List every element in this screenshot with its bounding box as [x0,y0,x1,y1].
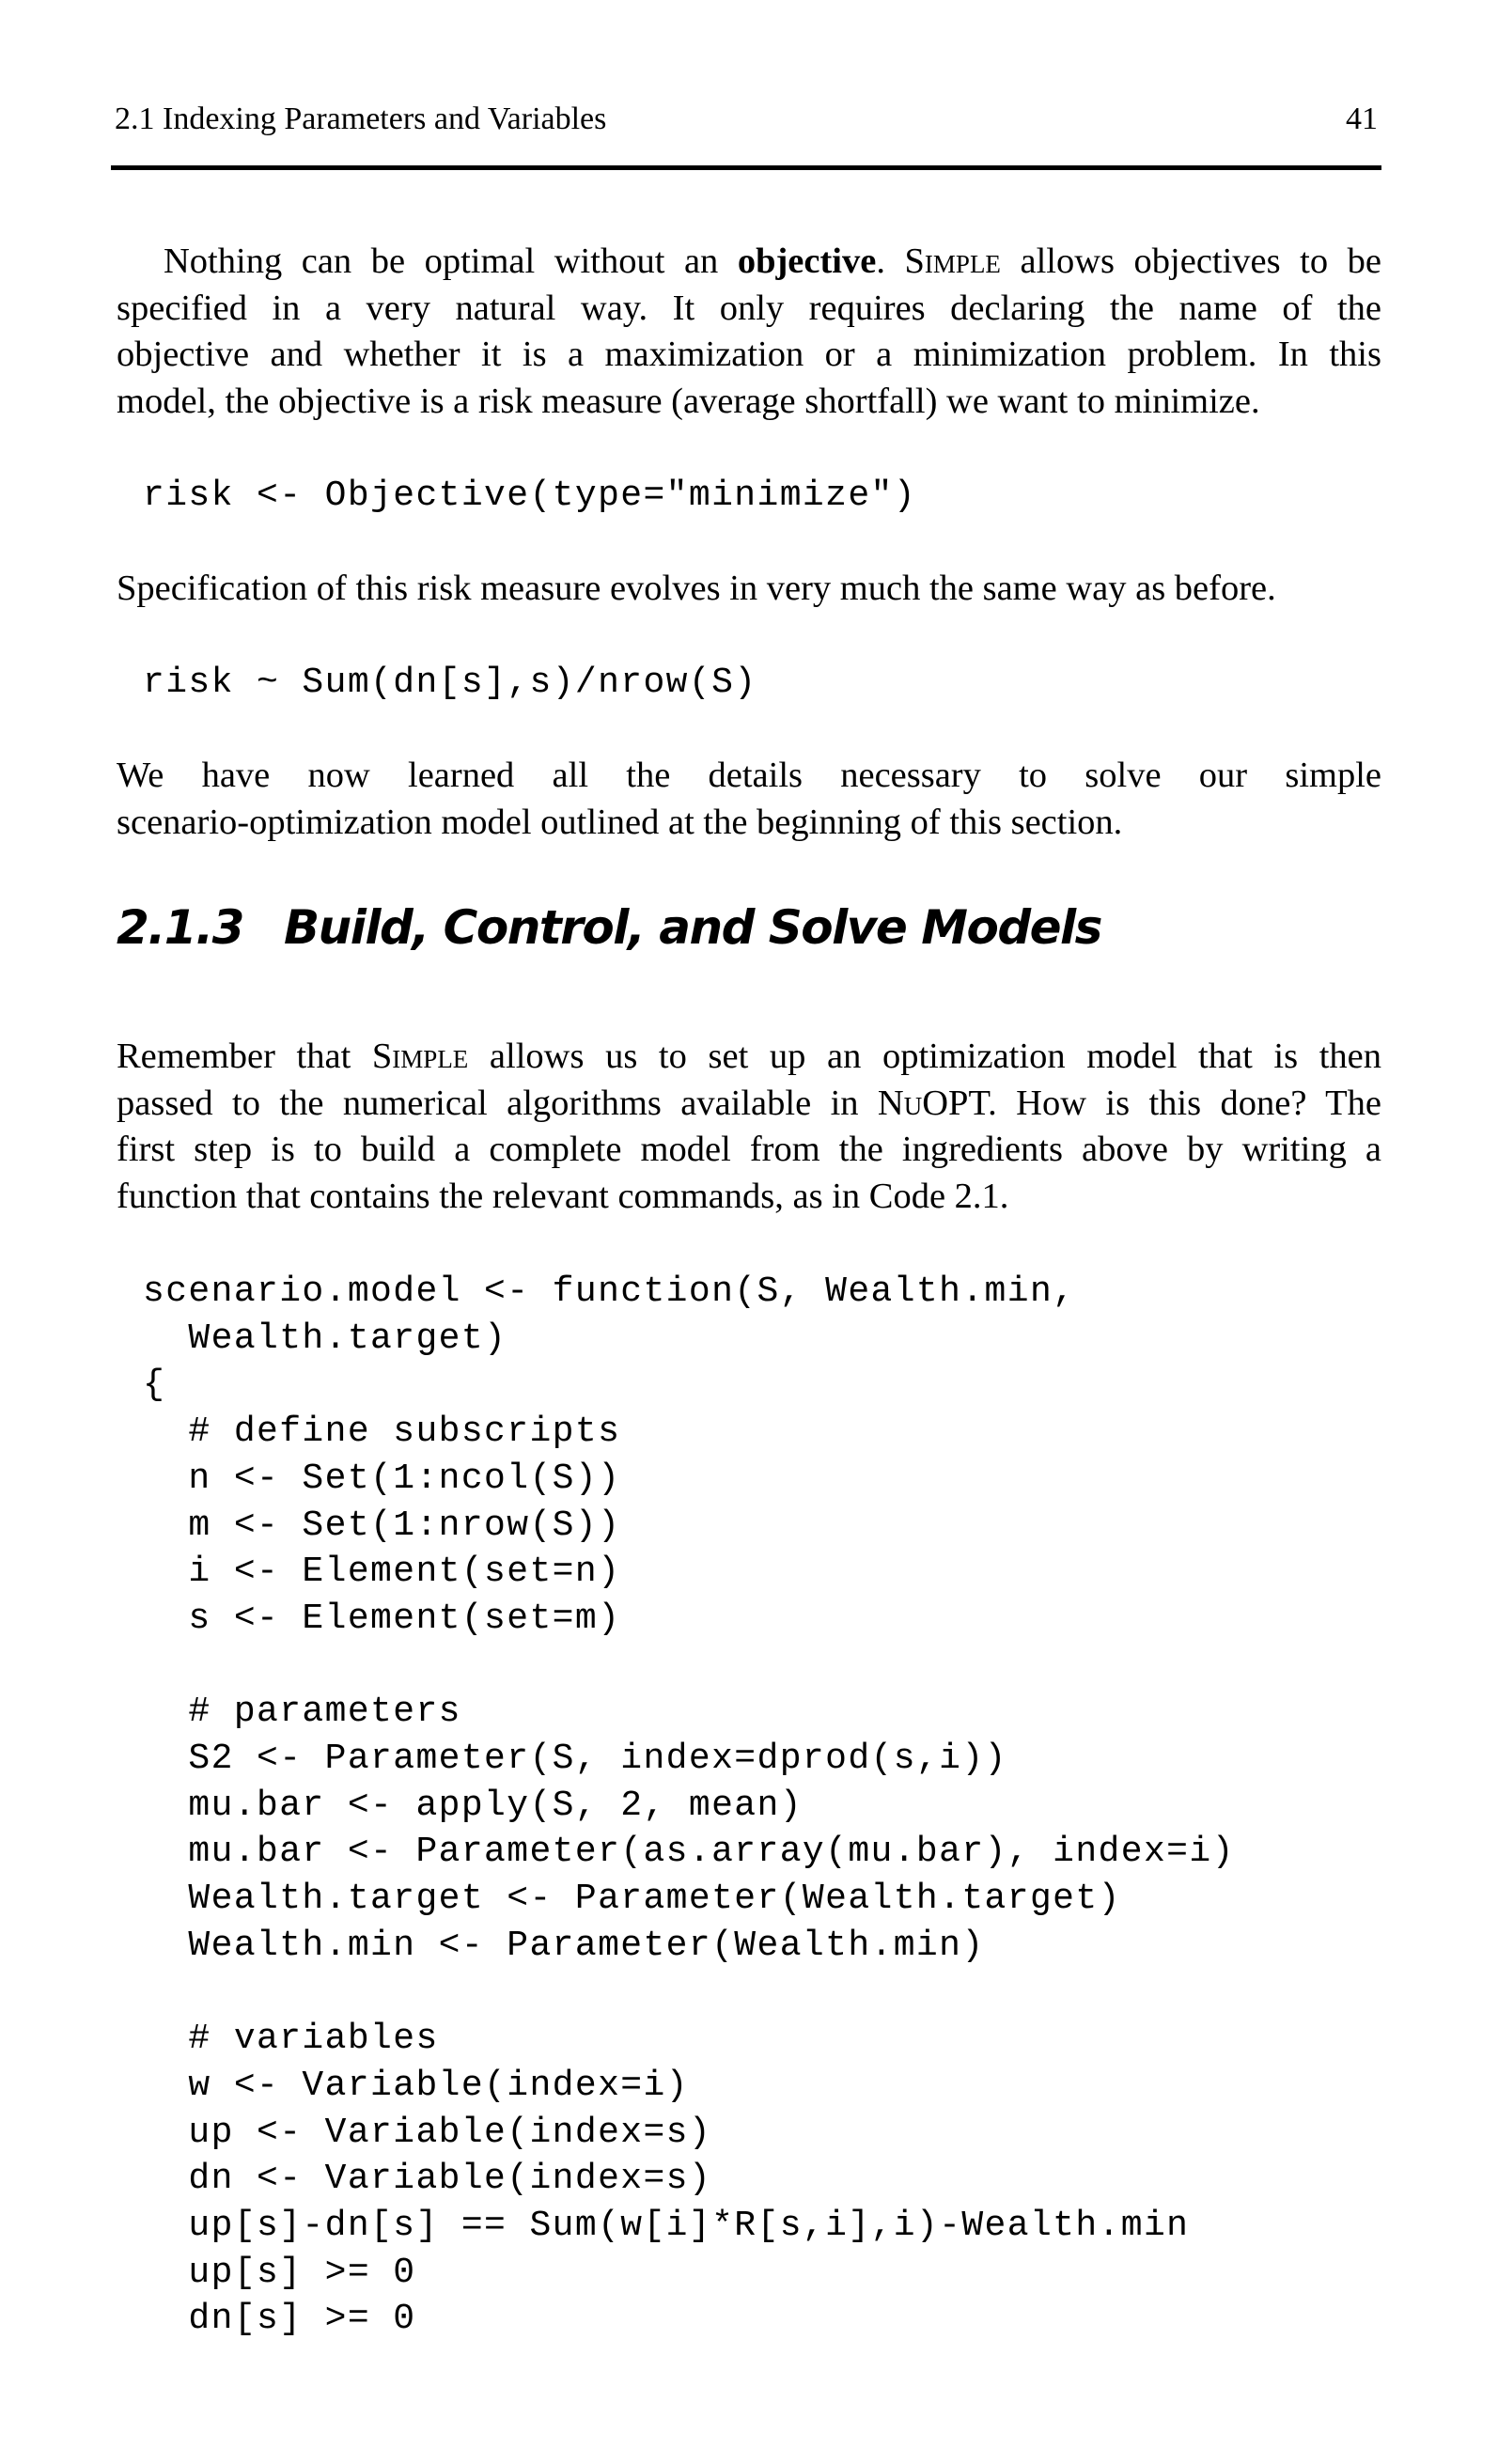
paragraph-remember [117,1034,1381,1220]
section-title: Build, Control, and Solve Models [284,900,1101,955]
paragraph-line: scenario-optimization model outlined at the beginning of this section. [117,802,1123,842]
paragraph-line: passed to the numerical algorithms available in NuOPT. How is this done? The [117,1083,1381,1123]
code-line: mu.bar <- Parameter(as.array(mu.bar), index=i) [143,1832,1235,1873]
running-header-title: 2.1 Indexing Parameters and Variables [115,101,607,136]
section-number: 2.1.3 [117,900,243,955]
paragraph-line: first step is to build a complete model from the ingredients above by writing a [117,1130,1381,1169]
code-scenario-model [143,1269,1235,2343]
code-line: # variables [143,2019,439,2060]
code-line: Wealth.min <- Parameter(Wealth.min) [143,1925,985,1966]
paragraph-line: specified in a very natural way. It only requires declaring the name of the [117,288,1381,328]
paragraph-specification [117,566,1381,613]
code-line: dn[s] >= 0 [143,2299,416,2340]
paragraph-line: function that contains the relevant commands, as in Code 2.1. [117,1176,1009,1216]
paragraph-learned [117,753,1381,846]
code-line: mu.bar <- apply(S, 2, mean) [143,1785,803,1826]
small-caps-term: Simple [371,1037,469,1076]
code-line: # parameters [143,1692,461,1733]
small-caps-term: Nu [877,1083,923,1123]
code-line: S2 <- Parameter(S, index=dprod(s,i)) [143,1739,1007,1780]
paragraph-objective [117,239,1381,425]
code-line: Wealth.target <- Parameter(Wealth.target) [143,1879,1121,1920]
code-line: Wealth.target) [143,1318,507,1359]
code-line: m <- Set(1:nrow(S)) [143,1505,621,1546]
code-risk-sum: risk ~ Sum(dn[s],s)/nrow(S) [143,663,757,703]
section-heading [117,900,1101,955]
code-line: n <- Set(1:ncol(S)) [143,1458,621,1499]
code-line: # define subscripts [143,1411,621,1453]
code-line: { [143,1365,166,1406]
paragraph-line: We have now learned all the details necessary to solve our simple [117,756,1381,795]
code-line: scenario.model <- function(S, Wealth.min, [143,1271,1076,1312]
code-line: w <- Variable(index=i) [143,2065,689,2106]
code-line: dn <- Variable(index=s) [143,2159,712,2200]
paragraph-line: Specification of this risk measure evolves in very much the same way as before. [117,569,1276,608]
page-number: 41 [1346,101,1378,136]
code-line: up <- Variable(index=s) [143,2112,712,2153]
bold-term: objective [737,242,877,281]
code-line: i <- Element(set=n) [143,1552,621,1593]
paragraph-line: Nothing can be optimal without an objective. Simple allows objectives to be [164,242,1381,281]
small-caps-term: Simple [904,242,1001,281]
running-header [111,101,1381,170]
paragraph-line: objective and whether it is a maximization or a minimization problem. In this [117,335,1381,374]
paragraph-line: model, the objective is a risk measure (average shortfall) we want to minimize. [117,381,1260,421]
code-line: s <- Element(set=m) [143,1598,621,1639]
code-line: up[s] >= 0 [143,2252,416,2293]
code-line: up[s]-dn[s] == Sum(w[i]*R[s,i],i)-Wealth.min [143,2206,1190,2247]
code-objective: risk <- Objective(type="minimize") [143,476,916,516]
paragraph-line: Remember that Simple allows us to set up an optimization model that is then [117,1037,1381,1076]
